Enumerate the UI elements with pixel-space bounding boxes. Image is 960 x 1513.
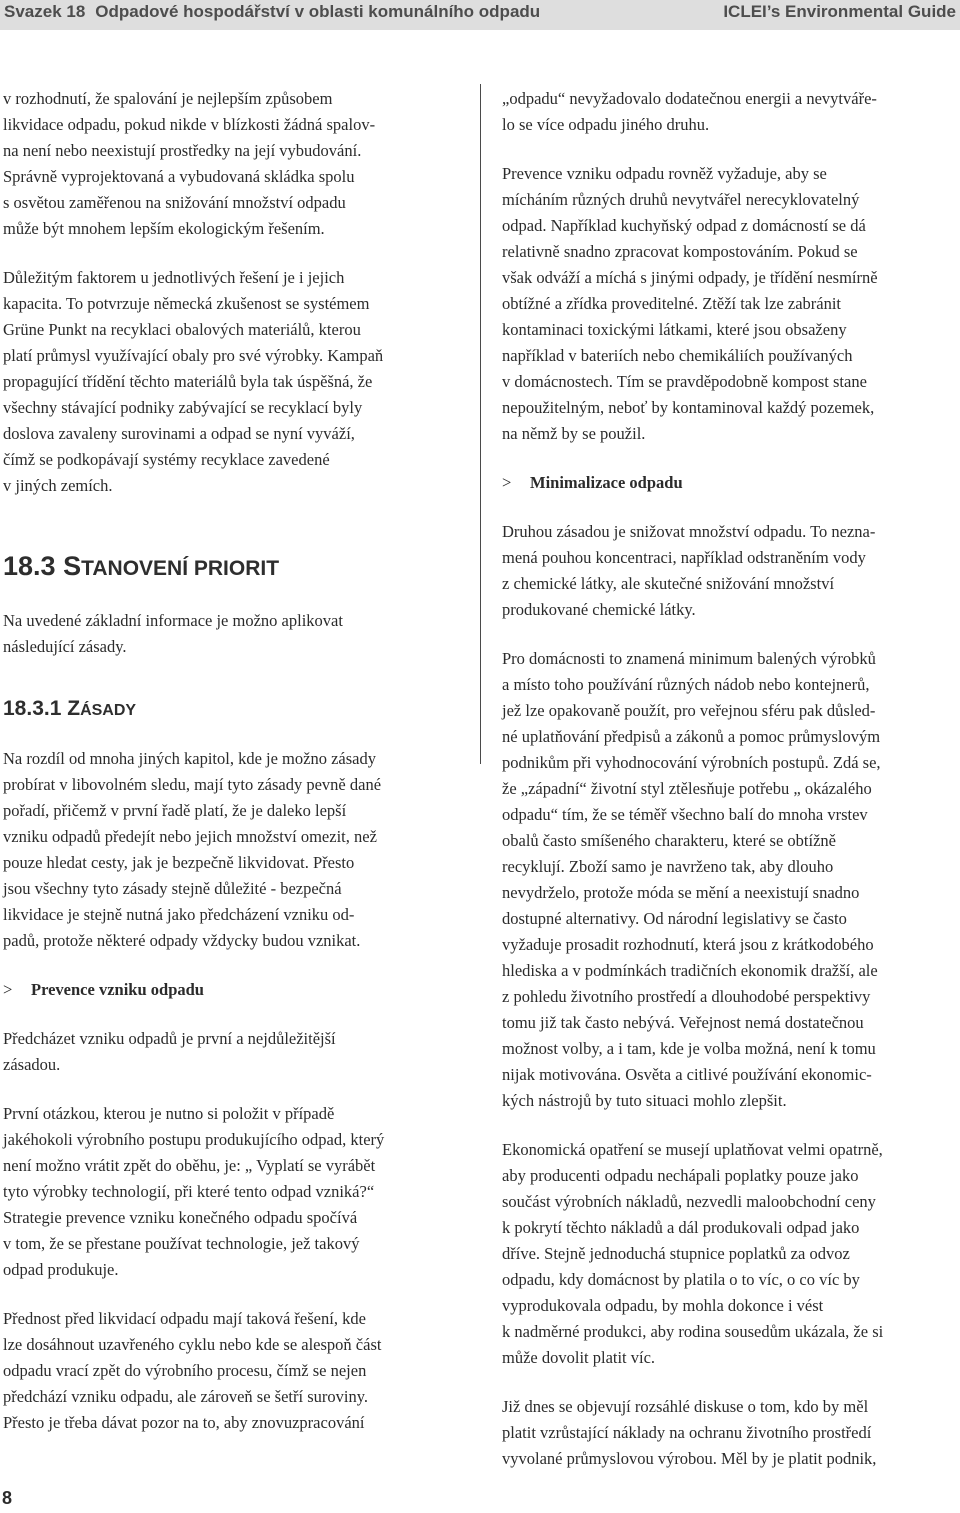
bullet-heading-minimalizace xyxy=(502,470,960,496)
left-column xyxy=(3,86,465,1459)
subsection-heading xyxy=(3,694,465,726)
paragraph: Přednost před likvidací odpadu mají taková řešení, kde lze dosáhnout uzavřeného cyklu nebo kde se alespoň část odpadu vrací zpět do výrobního procesu, čímž se nejen předchází vzniku odpadu, ale zároveň se šetří suroviny. Přesto je třeba dávat pozor na to, aby znovuzpracování xyxy=(3,1309,382,1432)
bullet-heading-label: Minimalizace odpadu xyxy=(530,473,683,492)
column-divider xyxy=(480,84,481,764)
paragraph: Prevence vzniku odpadu rovněž vyžaduje, aby se mícháním různých druhů nevytvářel nerecyklovatelný odpad. Například kuchyňský odpad z domácností se dá relativně snadno zpracovat kompostováním. Pokud se však odváží a míchá s jinými odpady, je třídění nesmírně obtížné a zřídka proveditelné. Ztěží tak lze zabránit kontaminaci toxickými látkami, které jsou obsaženy například v bateriích nebo chemikáliích používaných v domácnostech. Tím se pravděpodobně kompost stane nepoužitelným, neboť by kontaminoval každý pozemek, na němž by se použil. xyxy=(502,164,878,443)
paragraph: Na rozdíl od mnoha jiných kapitol, kde je možno zásady probírat v libovolném sledu, mají tyto zásady pevně dané pořadí, přičemž v první řadě platí, že je daleko lepší vzniku odpadů předejít nebo jejich množství omezit, než pouze hledat cesty, jak je bezpečně likvidovat. Přesto jsou všechny tyto zásady stejně důležité - bezpečná likvidace je stejně nutná jako předcházení vzniku od- padů, protože některé odpady vždycky budou vznikat. xyxy=(3,749,382,950)
section-title-rest: TANOVENÍ PRIORIT xyxy=(81,557,280,580)
chapter-title: Odpadové hospodářství v oblasti komunálního odpadu xyxy=(95,2,541,21)
bullet-heading-label: Prevence vzniku odpadu xyxy=(31,980,204,999)
guide-title: ICLEI’s Environmental Guide xyxy=(723,2,956,21)
volume-label: Svazek 18 xyxy=(4,2,86,21)
running-header xyxy=(0,0,960,30)
subsection-number: 18.3.1 xyxy=(3,697,62,720)
right-column xyxy=(502,86,960,1495)
page-number: 8 xyxy=(2,1488,13,1508)
paragraph: „odpadu“ nevyžadovalo dodatečnou energii a nevytváře- lo se více odpadu jiného druhu. xyxy=(502,89,877,134)
paragraph: Druhou zásadou je snižovat množství odpadu. To nezna- mená pouhou koncentraci, například odstraněním vody z chemické látky, ale skutečné snižování množství produkované chemické látky. xyxy=(502,522,876,619)
paragraph: v rozhodnutí, že spalování je nejlepším způsobem likvidace odpadu, pokud nikde v blízkosti žádná spalov- na není nebo neexistují prostředky na její vybudování. Správně vyprojektovaná a vybudovaná skládka spolu s osvětou zaměřenou na snižování množství odpadu může být mnohem lepším ekologickým řešením. xyxy=(3,89,376,238)
bullet-heading-prevence xyxy=(3,977,465,1003)
section-heading xyxy=(3,549,465,586)
paragraph: Na uvedené základní informace je možno aplikovat následující zásady. xyxy=(3,611,343,656)
paragraph: První otázkou, kterou je nutno si položit v případě jakéhokoli výrobního postupu produkujícího odpad, který není možno vrátit zpět do oběhu, je: „ Vyplatí se vyrábět tyto výrobky technologií, při které tento odpad vzniká?“ Strategie prevence vzniku konečného odpadu spočívá v tom, že se přestane používat technologie, jež takový odpad produkuje. xyxy=(3,1104,385,1279)
paragraph: Důležitým faktorem u jednotlivých řešení je i jejich kapacita. To potvrzuje německá zkušenost se systémem Grüne Punkt na recyklaci obalových materiálů, kterou platí průmysl využívající obaly pro své výrobky. Kampaň propagující třídění těchto materiálů byla tak úspěšná, že všechny stávající podniky zabývající se recyklací byly doslova zavaleny surovinami a odpad se nyní vyváží, čímž se podkopávají systémy recyklace zavedené v jiných zemích. xyxy=(3,268,384,495)
paragraph: Pro domácnosti to znamená minimum balených výrobků a místo toho používání různých nádob nebo kontejnerů, jež lze opakovaně použít, pro veřejnou sféru pak důsled- né uplatňování předpisů a zákonů a pomoc průmyslovým podnikům při vyhodnocování výrobních postupů. Zdá se, že „západní“ životní styl ztělesňuje potřebu „ okázalého odpadu“ tím, že se téměř všechno balí do mnoha vrstev obalů často smíšeného charakteru, které se obtížně recyklují. Zboží samo je navrženo tak, aby dlouho nevydrželo, protože móda se mění a neexistují snadno dostupné alternativy. Od národní legislativy se často vyžaduje prosadit rozhodnutí, která jsou z krátkodobého hlediska a v podmínkách tradičních ekonomik dražší, ale z pohledu životního prostředí a dlouhodobé perspektivy tomu již tak často nebývá. Veřejnost nemá dostatečnou možnost volby, a i tam, kde je volba možná, není k tomu nijak motivována. Osvěta a citlivé používání ekonomic- kých nástrojů by tuto situaci mohlo zlepšit. xyxy=(502,649,881,1110)
section-title-initial: S xyxy=(63,551,82,581)
arrow-marker: > xyxy=(502,473,512,492)
arrow-marker: > xyxy=(3,980,13,999)
paragraph: Předcházet vzniku odpadů je první a nejdůležitější zásadou. xyxy=(3,1029,336,1074)
paragraph: Ekonomická opatření se musejí uplatňovat velmi opatrně, aby producenti odpadu nechápali poplatky pouze jako součást výrobních nákladů, nezvedli maloobchodní ceny k pokrytí těchto nákladů a dál produkovali odpad jako dříve. Stejně jednoduchá stupnice poplatků za odvoz odpadu, kdy domácnost by platila o to víc, o co víc by vyprodukovala odpadu, by mohla dokonce i vést k nadměrné produkci, aby rodina sousedům ukázala, že si může dovolit platit víc. xyxy=(502,1140,884,1367)
paragraph: Již dnes se objevují rozsáhlé diskuse o tom, kdo by měl platit vzrůstající náklady na ochranu životního prostředí vyvolané průmyslovou výrobou. Měl by je platit podnik, xyxy=(502,1397,877,1468)
subsection-title-initial: Z xyxy=(67,697,81,720)
subsection-title-rest: ÁSADY xyxy=(80,702,137,719)
section-number: 18.3 xyxy=(3,551,56,581)
header-left xyxy=(4,2,540,22)
